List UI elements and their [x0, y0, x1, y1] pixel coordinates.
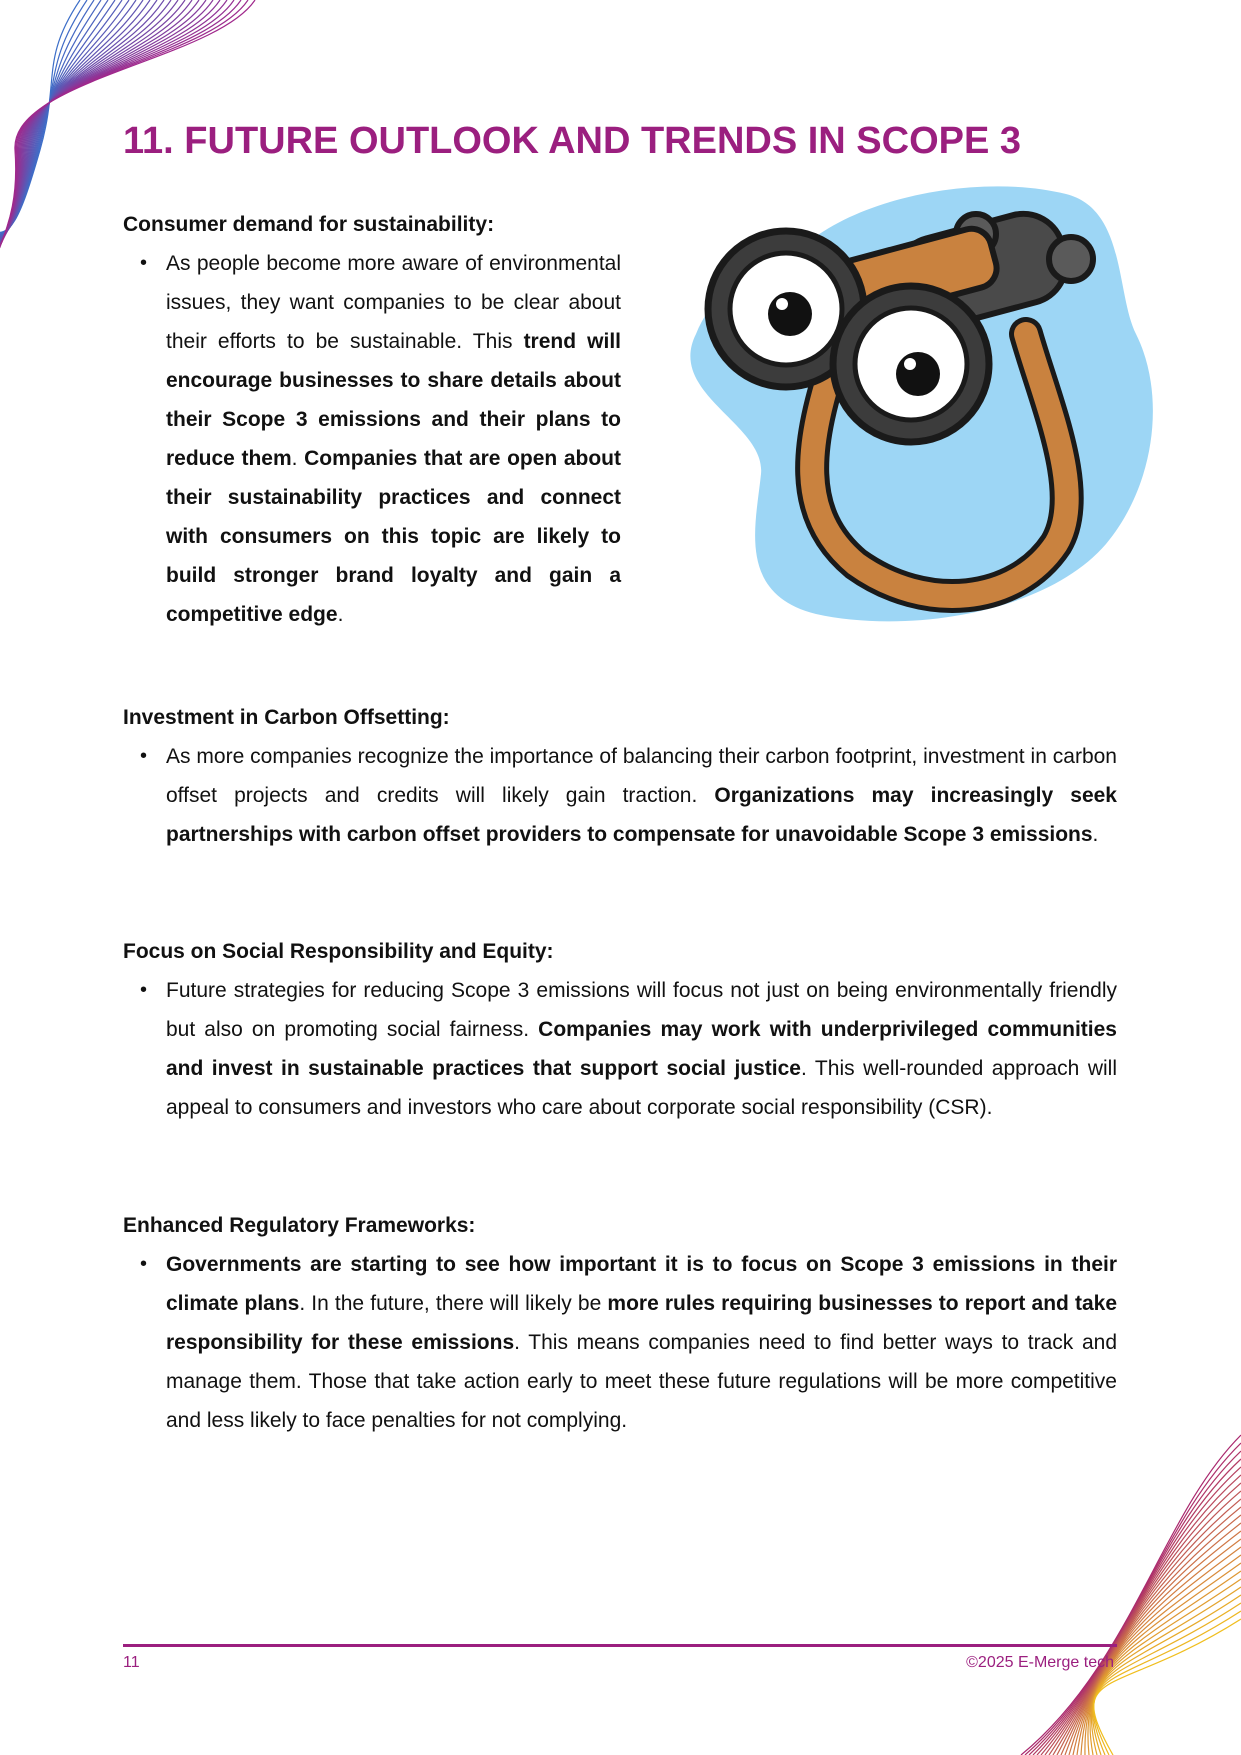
- decorative-line: [0, 0, 129, 244]
- decorative-line: [1021, 1435, 1241, 1755]
- text-run: .: [291, 447, 305, 470]
- page-number: 11: [123, 1654, 140, 1671]
- bullet-list: [123, 1245, 1117, 1440]
- text-run: As people become more aware of environmental issues, they want companies to be clear about their efforts to be sustainable. This: [166, 252, 621, 353]
- bullet-item: [123, 737, 1117, 854]
- text-run-bold: Governments are starting to see how important it is to focus on Scope 3 emissions in their climate plans: [166, 1253, 1117, 1315]
- text-run-bold: Companies may work with underprivileged communities and invest in sustainable practices that support social justice: [166, 1018, 1117, 1080]
- bullet-item: [123, 244, 621, 634]
- text-run: . This means companies need to find better ways to track and manage them. Those that take action early to meet these future regulations will be more competitive and less likely to face penalties for not complying.: [166, 1331, 1117, 1432]
- section-consumer-demand: [123, 210, 621, 634]
- binocular-eyepiece: [1049, 237, 1093, 281]
- decorative-line: [1025, 1443, 1241, 1755]
- bullet-item: [123, 971, 1117, 1127]
- text-run-bold: Companies that are open about their sustainability practices and connect with consumers on this topic are likely to build stronger brand loyalty and gain a competitive edge: [166, 447, 622, 626]
- binoculars-icon: [686, 184, 1162, 630]
- bullet-list: [123, 737, 1117, 854]
- bullet-list: [123, 971, 1117, 1127]
- section-heading: Consumer demand for sustainability:: [123, 213, 495, 236]
- page-title: 11. FUTURE OUTLOOK AND TRENDS IN SCOPE 3: [123, 120, 1022, 162]
- binocular-pupil-left: [768, 292, 812, 336]
- section-heading: Investment in Carbon Offsetting:: [123, 706, 450, 729]
- text-run: . In the future, there will likely be: [299, 1292, 608, 1315]
- footer-divider: [123, 1644, 1117, 1647]
- text-run-bold: Organizations may increasingly seek partnerships with carbon offset providers to compensate for unavoidable Scope 3 emissions: [166, 784, 1117, 846]
- text-run: As more companies recognize the importance of balancing their carbon footprint, investment in carbon offset projects and credits will likely gain traction.: [166, 745, 1117, 807]
- text-run: .: [337, 603, 344, 626]
- binocular-glint-left: [776, 298, 788, 310]
- text-run-bold: more rules requiring businesses to report and take responsibility for these emissions: [166, 1292, 1118, 1354]
- section-regulatory-frameworks: [123, 1211, 1117, 1440]
- decorative-waves-bottom-right: [981, 1415, 1241, 1755]
- copyright-text: ©2025 E-Merge tech: [966, 1654, 1114, 1671]
- bullet-list: [123, 244, 621, 634]
- text-run-bold: trend will encourage businesses to share details about their Scope 3 emissions and their plans to reduce them: [166, 330, 621, 470]
- section-social-responsibility: [123, 937, 1117, 1127]
- decorative-line: [1077, 1547, 1241, 1755]
- text-run: Future strategies for reducing Scope 3 emissions will focus not just on being environmentally friendly but also on promoting social fairness.: [166, 979, 1117, 1041]
- section-heading: Enhanced Regulatory Frameworks:: [123, 1214, 476, 1237]
- decorative-line: [1093, 1603, 1241, 1755]
- binocular-glint-right: [904, 358, 916, 370]
- section-heading: Focus on Social Responsibility and Equity:: [123, 940, 554, 963]
- binocular-pupil-right: [896, 352, 940, 396]
- decorative-line: [1029, 1451, 1241, 1755]
- section-carbon-offsetting: [123, 703, 1117, 854]
- text-run: . This well-rounded approach will appeal to consumers and investors who care about corporate social responsibility (CSR).: [166, 1057, 1118, 1119]
- text-run: .: [1092, 823, 1099, 846]
- bullet-item: [123, 1245, 1117, 1440]
